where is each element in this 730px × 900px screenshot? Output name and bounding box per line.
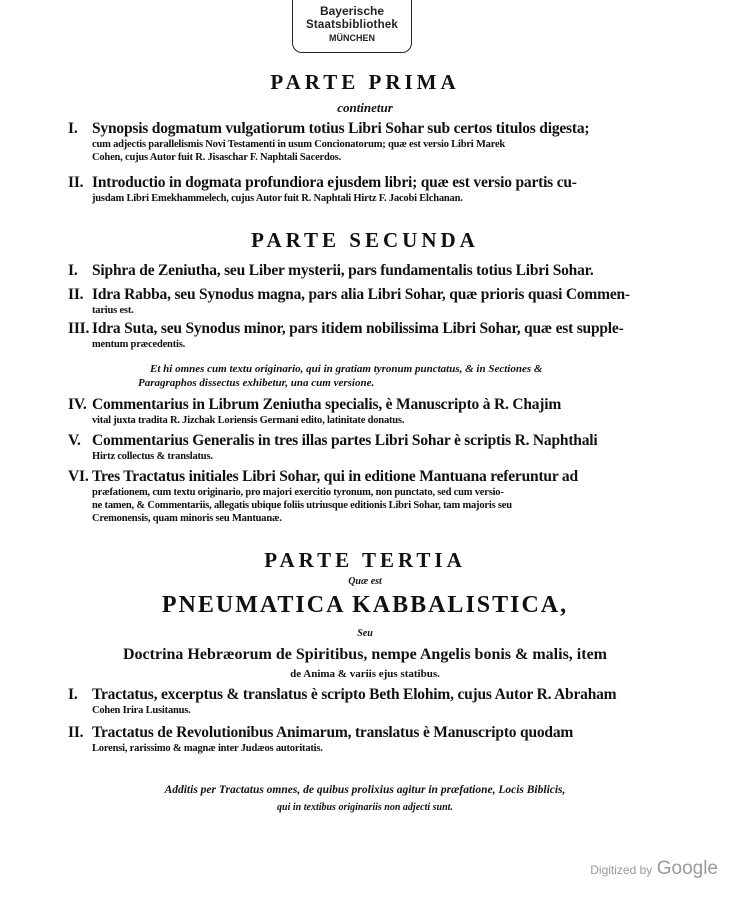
part-two-item-2 bbox=[68, 286, 668, 317]
closing-line-1: Additis per Tractatus omnes, de quibus prolixius agitur in præfatione, Locis Biblicis, bbox=[164, 784, 566, 796]
item-continuation: mentum præcedentis. bbox=[92, 339, 186, 350]
part-three-doctrina: Doctrina Hebræorum de Spiritibus, nempe Angelis bonis & malis, item bbox=[122, 646, 607, 663]
item-number: III. bbox=[68, 320, 90, 337]
stamp-line-3: MÜNCHEN bbox=[329, 33, 375, 44]
part-two-item-5 bbox=[68, 432, 668, 463]
part-three-title: PNEUMATICA KABBALISTICA, bbox=[161, 592, 569, 618]
item-number: II. bbox=[68, 174, 84, 191]
item-title: Tractatus de Revolutionibus Animarum, translatus è Manuscripto quodam bbox=[92, 724, 574, 741]
closing-line-2: qui in textibus originariis non adjecti sunt. bbox=[277, 802, 453, 813]
item-number: I. bbox=[68, 120, 78, 137]
part-one-item-1 bbox=[68, 120, 668, 164]
note-line: Paragraphos dissectus exhibetur, una cum versione. bbox=[138, 377, 375, 389]
item-continuation: ne tamen, & Commentariis, allegatis ubique foliis utriusque editionis Libri Sohar, tam majoris seu bbox=[92, 500, 512, 511]
digitized-label: Digitized by bbox=[590, 863, 653, 877]
part-one-subheading: continetur bbox=[337, 100, 393, 115]
item-continuation: jusdam Libri Emekhammelech, cujus Autor fuit R. Naphtali Hirtz F. Jacobi Elchanan. bbox=[92, 193, 463, 204]
part-two-heading: PARTE SECUNDA bbox=[251, 228, 479, 252]
item-continuation: Cremonensis, quam minoris seu Mantuanæ. bbox=[92, 513, 282, 524]
library-stamp bbox=[292, 0, 412, 53]
item-title: Siphra de Zeniutha, seu Liber mysterii, pars fundamentalis totius Libri Sohar. bbox=[92, 262, 594, 279]
google-brand: Google bbox=[656, 858, 718, 879]
item-title: Synopsis dogmatum vulgatiorum totius Libri Sohar sub certos titulos digesta; bbox=[92, 120, 590, 137]
item-continuation: Lorensi, rarissimo & magnæ inter Judæos autoritatis. bbox=[92, 743, 323, 754]
item-number: II. bbox=[68, 286, 84, 303]
item-title: Idra Suta, seu Synodus minor, pars itidem nobilissima Libri Sohar, quæ est supple- bbox=[92, 320, 624, 337]
item-continuation: cum adjectis parallelismis Novi Testamenti in usum Concionatorum; quæ est versio Libri Marek bbox=[92, 139, 506, 150]
item-title: Tractatus, excerptus & translatus è scripto Beth Elohim, cujus Autor R. Abraham bbox=[92, 686, 617, 703]
note-line: Et hi omnes cum textu originario, qui in gratiam tyronum punctatus, & in Sectiones & bbox=[150, 363, 543, 375]
item-continuation: Hirtz collectus & translatus. bbox=[92, 451, 213, 462]
part-one-item-2 bbox=[68, 174, 668, 205]
part-one-heading: PARTE PRIMA bbox=[270, 70, 460, 94]
part-two-note bbox=[138, 362, 670, 390]
item-continuation: Cohen Irira Lusitanus. bbox=[92, 705, 191, 716]
item-continuation: tarius est. bbox=[92, 305, 134, 316]
item-number: V. bbox=[68, 432, 81, 449]
digitized-watermark bbox=[590, 858, 718, 880]
item-continuation: Cohen, cujus Autor fuit R. Jisaschar F. Naphtali Sacerdos. bbox=[92, 152, 341, 163]
part-three-doctrina-cont: de Anima & variis ejus statibus. bbox=[290, 668, 440, 680]
item-number: II. bbox=[68, 724, 84, 741]
part-three-seu: Seu bbox=[357, 628, 373, 639]
stamp-line-1: Bayerische bbox=[319, 4, 385, 18]
item-title: Introductio in dogmata profundiora ejusdem libri; quæ est versio partis cu- bbox=[92, 174, 577, 191]
item-continuation: vital juxta tradita R. Jizchak Loriensis Germani edito, latinitate donatus. bbox=[92, 415, 405, 426]
part-three-item-2 bbox=[68, 724, 668, 755]
item-number: I. bbox=[68, 686, 78, 703]
item-title: Tres Tractatus initiales Libri Sohar, qui in editione Mantuana referuntur ad bbox=[92, 468, 578, 485]
part-two-item-3 bbox=[68, 320, 668, 351]
item-title: Commentarius in Librum Zeniutha specialis, è Manuscripto à R. Chajim bbox=[92, 396, 562, 413]
item-number: VI. bbox=[68, 468, 89, 485]
part-three-subheading: Quæ est bbox=[348, 576, 382, 587]
item-title: Commentarius Generalis in tres illas partes Libri Sohar è scriptis R. Naphthali bbox=[92, 432, 598, 449]
item-continuation: præfationem, cum textu originario, pro majori exercitio tyronum, non punctato, sed cum versio- bbox=[92, 487, 504, 498]
part-three-item-1 bbox=[68, 686, 668, 717]
part-two-item-4 bbox=[68, 396, 668, 427]
part-three-heading: PARTE TERTIA bbox=[264, 548, 466, 572]
item-number: IV. bbox=[68, 396, 87, 413]
item-number: I. bbox=[68, 262, 78, 279]
part-two-item-6 bbox=[68, 468, 668, 525]
part-two-item-1 bbox=[68, 262, 668, 280]
stamp-line-2: Staatsbibliothek bbox=[305, 18, 399, 31]
item-title: Idra Rabba, seu Synodus magna, pars alia Libri Sohar, quæ prioris quasi Commen- bbox=[92, 286, 630, 303]
